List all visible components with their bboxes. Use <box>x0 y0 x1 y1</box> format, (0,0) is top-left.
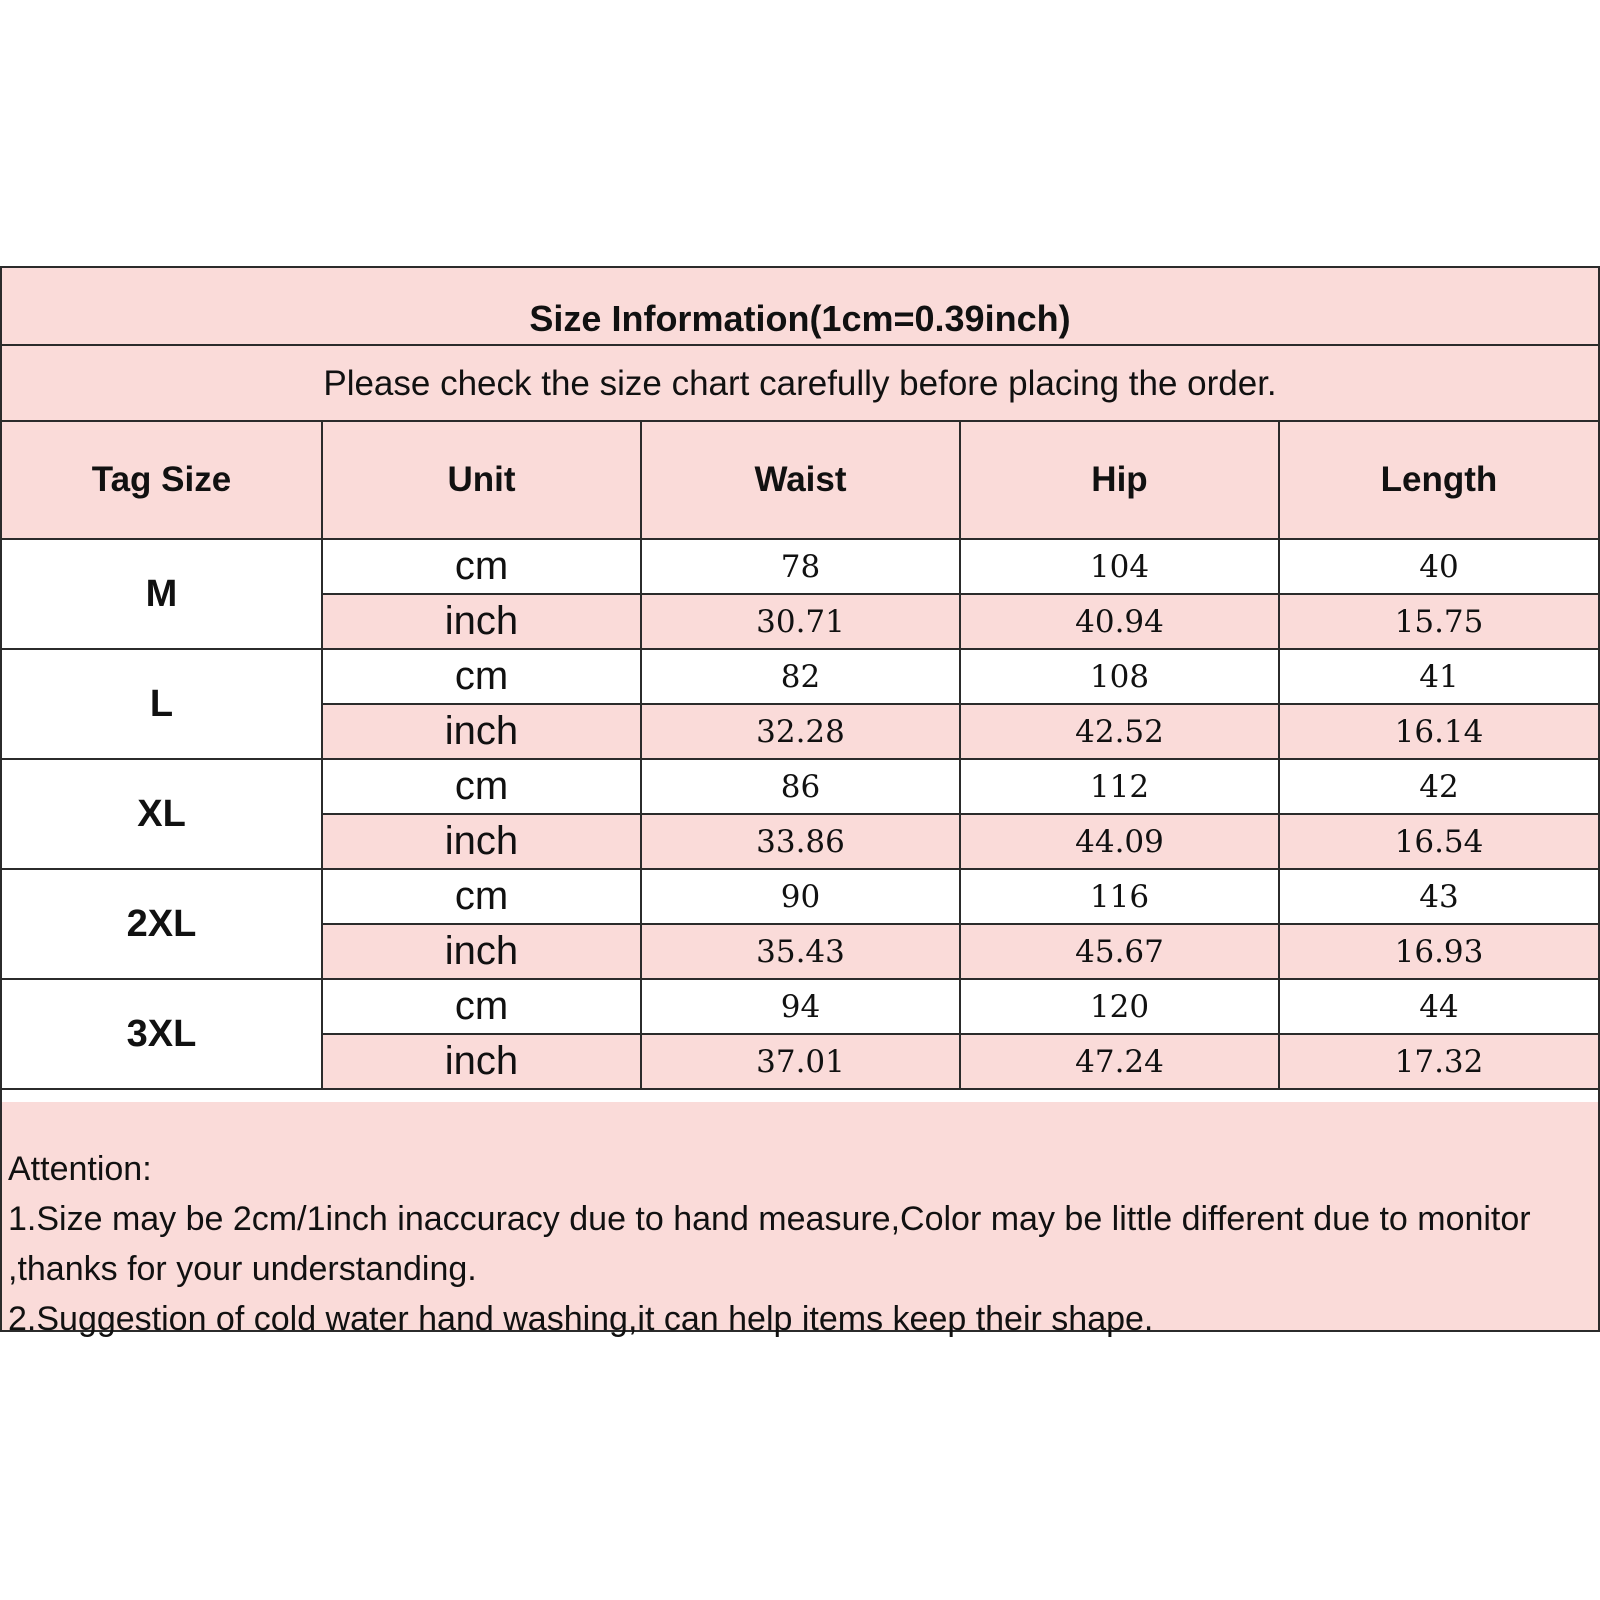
length-cell: 16.54 <box>1279 814 1598 869</box>
header-row <box>2 422 1598 539</box>
waist-cell: 30.71 <box>641 594 960 649</box>
waist-cell: 82 <box>641 649 960 704</box>
size-table <box>2 422 1598 1090</box>
unit-cell: inch <box>322 924 641 979</box>
attention-line-2: 2.Suggestion of cold water hand washing,it can help items keep their shape. <box>8 1300 1154 1338</box>
header-length: Length <box>1279 422 1598 539</box>
table-row <box>2 539 1598 594</box>
length-cell: 42 <box>1279 759 1598 814</box>
chart-title: Size Information(1cm=0.39inch) <box>529 298 1071 339</box>
waist-cell: 94 <box>641 979 960 1034</box>
table-row <box>2 649 1598 704</box>
hip-cell: 116 <box>960 869 1279 924</box>
length-cell: 15.75 <box>1279 594 1598 649</box>
hip-cell: 40.94 <box>960 594 1279 649</box>
tag-size-cell: M <box>2 539 322 649</box>
unit-cell: inch <box>322 1034 641 1089</box>
waist-cell: 90 <box>641 869 960 924</box>
attention-heading: Attention: <box>8 1150 152 1188</box>
attention-line-1: 1.Size may be 2cm/1inch inaccuracy due to hand measure,Color may be little different due to monitor ,thanks for your understanding. <box>8 1200 1531 1288</box>
unit-cell: inch <box>322 814 641 869</box>
hip-cell: 42.52 <box>960 704 1279 759</box>
waist-cell: 86 <box>641 759 960 814</box>
tag-size-cell: XL <box>2 759 322 869</box>
table-row <box>2 759 1598 814</box>
order-note: Please check the size chart carefully before placing the order. <box>323 364 1277 403</box>
hip-cell: 120 <box>960 979 1279 1034</box>
hip-cell: 112 <box>960 759 1279 814</box>
length-cell: 16.14 <box>1279 704 1598 759</box>
hip-cell: 104 <box>960 539 1279 594</box>
length-cell: 41 <box>1279 649 1598 704</box>
header-hip: Hip <box>960 422 1279 539</box>
length-cell: 16.93 <box>1279 924 1598 979</box>
unit-cell: cm <box>322 649 641 704</box>
unit-cell: inch <box>322 704 641 759</box>
unit-cell: cm <box>322 539 641 594</box>
waist-cell: 37.01 <box>641 1034 960 1089</box>
waist-cell: 35.43 <box>641 924 960 979</box>
hip-cell: 44.09 <box>960 814 1279 869</box>
title-band <box>2 268 1598 346</box>
length-cell: 44 <box>1279 979 1598 1034</box>
unit-cell: cm <box>322 759 641 814</box>
header-waist: Waist <box>641 422 960 539</box>
tag-size-cell: L <box>2 649 322 759</box>
tag-size-cell: 2XL <box>2 869 322 979</box>
unit-cell: inch <box>322 594 641 649</box>
header-unit: Unit <box>322 422 641 539</box>
waist-cell: 78 <box>641 539 960 594</box>
length-cell: 40 <box>1279 539 1598 594</box>
table-row <box>2 979 1598 1034</box>
length-cell: 43 <box>1279 869 1598 924</box>
header-tag-size: Tag Size <box>2 422 322 539</box>
table-row <box>2 869 1598 924</box>
hip-cell: 108 <box>960 649 1279 704</box>
waist-cell: 32.28 <box>641 704 960 759</box>
attention-notes <box>2 1102 1598 1338</box>
hip-cell: 47.24 <box>960 1034 1279 1089</box>
hip-cell: 45.67 <box>960 924 1279 979</box>
note-band <box>2 346 1598 422</box>
tag-size-cell: 3XL <box>2 979 322 1089</box>
unit-cell: cm <box>322 869 641 924</box>
waist-cell: 33.86 <box>641 814 960 869</box>
unit-cell: cm <box>322 979 641 1034</box>
length-cell: 17.32 <box>1279 1034 1598 1089</box>
size-chart-sheet <box>0 266 1600 1338</box>
